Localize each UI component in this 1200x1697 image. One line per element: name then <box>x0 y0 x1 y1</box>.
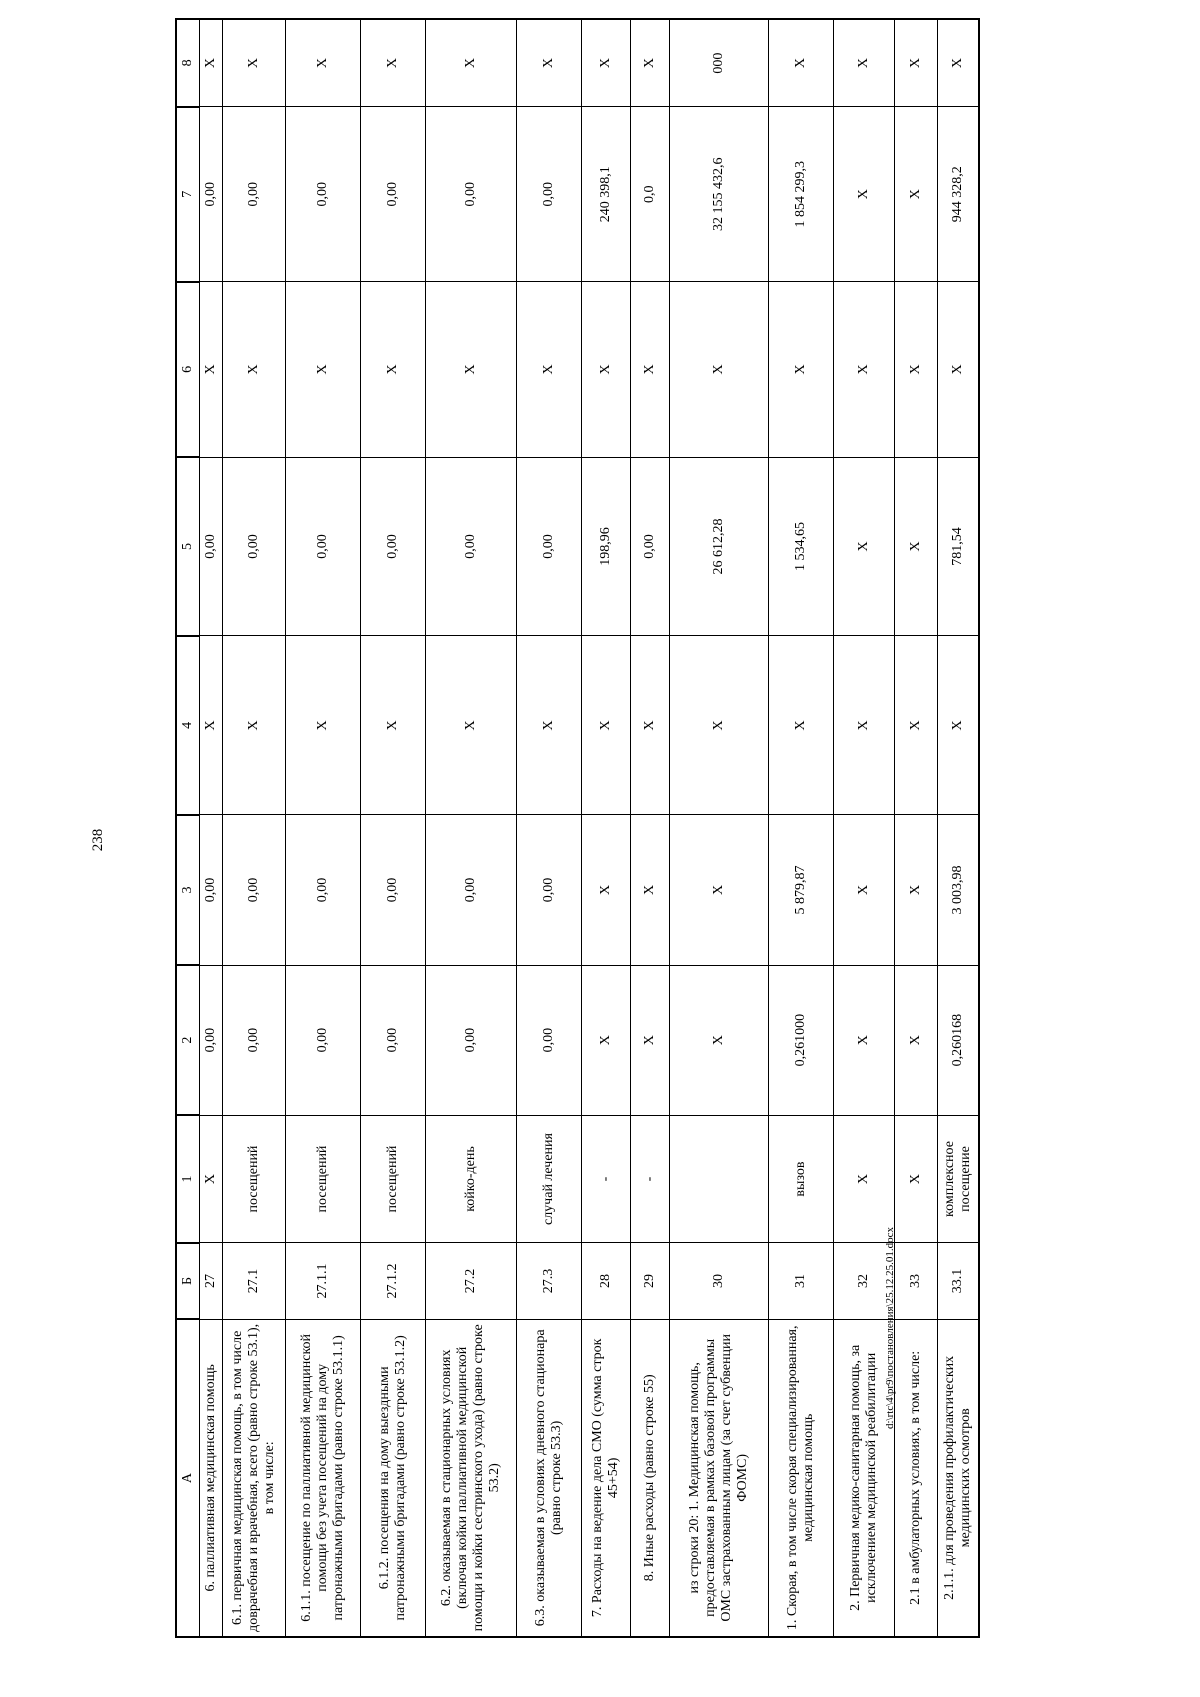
table-cell: Х <box>582 636 631 815</box>
header-cell: 1 <box>176 1115 200 1243</box>
row-label-cell: 2.1 в амбулаторных условиях, в том числе: <box>895 1319 938 1637</box>
table-cell: Х <box>286 636 361 815</box>
table-cell: Х <box>200 282 223 457</box>
table-cell: Х <box>361 282 426 457</box>
table-cell: комплексное посещение <box>938 1115 980 1243</box>
table-cell: 30 <box>670 1243 769 1319</box>
table-cell: 0,00 <box>200 815 223 965</box>
table-cell: Х <box>426 19 517 107</box>
table-row <box>426 19 517 1637</box>
table-cell: 31 <box>769 1243 834 1319</box>
table-cell: Х <box>895 282 938 457</box>
row-label-cell: из строки 20: 1. Медицинская помощь, предоставляемая в рамках базовой программы ОМС застрахованным лицам (за счет субвенции ФОМС) <box>670 1319 769 1637</box>
table-cell: 26 612,28 <box>670 457 769 636</box>
table-cell: Х <box>517 19 582 107</box>
table-cell: 0,00 <box>361 965 426 1115</box>
header-cell: 7 <box>176 107 200 282</box>
table-cell: Х <box>200 19 223 107</box>
table-cell: 29 <box>631 1243 670 1319</box>
table-cell: Х <box>769 282 834 457</box>
table-cell: 27.3 <box>517 1243 582 1319</box>
table-cell: 0,00 <box>223 457 286 636</box>
table-cell: Х <box>582 815 631 965</box>
row-label-cell: 2. Первичная медико-санитарная помощь, за исключением медицинской реабилитации <box>834 1319 895 1637</box>
table-cell: 0,00 <box>286 457 361 636</box>
header-cell: 5 <box>176 457 200 636</box>
table-cell: 27.1.1 <box>286 1243 361 1319</box>
table-row <box>517 19 582 1637</box>
table-cell: Х <box>834 1115 895 1243</box>
table-cell: - <box>582 1115 631 1243</box>
table-cell: 27.1.2 <box>361 1243 426 1319</box>
table-cell: Х <box>938 19 980 107</box>
table-cell: Х <box>834 107 895 282</box>
table-cell: 33 <box>895 1243 938 1319</box>
table-cell: Х <box>517 282 582 457</box>
table-cell: 0,00 <box>631 457 670 636</box>
header-cell: 2 <box>176 965 200 1115</box>
table-cell: 944 328,2 <box>938 107 980 282</box>
data-table <box>175 18 980 1638</box>
table-cell: Х <box>895 815 938 965</box>
table-cell: Х <box>670 282 769 457</box>
header-cell: 8 <box>176 19 200 107</box>
table-cell: Х <box>895 457 938 636</box>
table-cell: 0,00 <box>200 457 223 636</box>
table-header-row <box>176 19 200 1637</box>
table-cell: 33.1 <box>938 1243 980 1319</box>
table-cell: Х <box>834 815 895 965</box>
table-cell: Х <box>223 282 286 457</box>
table-cell: 240 398,1 <box>582 107 631 282</box>
table-cell: Х <box>895 107 938 282</box>
table-cell: Х <box>895 636 938 815</box>
table-cell: 0,00 <box>361 815 426 965</box>
table-cell: 0,00 <box>517 457 582 636</box>
table-cell: Х <box>582 965 631 1115</box>
table-cell: 3 003,98 <box>938 815 980 965</box>
table-cell: Х <box>200 1115 223 1243</box>
table-cell: 0,00 <box>200 107 223 282</box>
table-cell: Х <box>361 636 426 815</box>
table-cell: Х <box>631 282 670 457</box>
table-cell: 0,260168 <box>938 965 980 1115</box>
table-cell: посещений <box>286 1115 361 1243</box>
table-cell: Х <box>670 636 769 815</box>
table-cell: 27 <box>200 1243 223 1319</box>
table-cell: Х <box>769 636 834 815</box>
table-cell: Х <box>286 282 361 457</box>
table-cell: Х <box>631 965 670 1115</box>
table-cell: Х <box>517 636 582 815</box>
table-cell <box>670 1115 769 1243</box>
table-row <box>895 19 938 1637</box>
table-row <box>223 19 286 1637</box>
table-cell: 781,54 <box>938 457 980 636</box>
table-cell: койко-день <box>426 1115 517 1243</box>
table-cell: 27.2 <box>426 1243 517 1319</box>
table-cell: 0,00 <box>223 107 286 282</box>
table-cell: Х <box>361 19 426 107</box>
table-cell: посещений <box>223 1115 286 1243</box>
row-label-cell: 6.2. оказываемая в стационарных условиях (включая койки паллиативной медицинской помощи и койки сестринского ухода) (равно строке 53.2) <box>426 1319 517 1637</box>
table-cell: Х <box>834 19 895 107</box>
table-cell: случай лечения <box>517 1115 582 1243</box>
table-cell: 198,96 <box>582 457 631 636</box>
table-cell: 0,00 <box>286 815 361 965</box>
table-cell: Х <box>938 282 980 457</box>
table-row <box>834 19 895 1637</box>
table-cell: 0,261000 <box>769 965 834 1115</box>
table-cell: 1 854 299,3 <box>769 107 834 282</box>
table-cell: 0,00 <box>200 965 223 1115</box>
row-label-cell: 8. Иные расходы (равно строке 55) <box>631 1319 670 1637</box>
table-cell: Х <box>200 636 223 815</box>
row-label-cell: 6. паллиативная медицинская помощь <box>200 1319 223 1637</box>
table-row <box>361 19 426 1637</box>
table-cell: Х <box>834 636 895 815</box>
table-cell: 0,00 <box>426 457 517 636</box>
table-cell: Х <box>223 19 286 107</box>
footer-file-path: d:\rtc\4\pr9\постановления\25.12.25.01.docx <box>884 1227 896 1429</box>
header-cell: А <box>176 1319 200 1637</box>
table-cell: Х <box>895 19 938 107</box>
table-cell: Х <box>895 1115 938 1243</box>
row-label-cell: 6.3. оказываемая в условиях дневного стационара (равно строке 53.3) <box>517 1319 582 1637</box>
table-row <box>769 19 834 1637</box>
table-cell: Х <box>582 282 631 457</box>
table-cell: Х <box>834 457 895 636</box>
table-row <box>631 19 670 1637</box>
table-cell: Х <box>582 19 631 107</box>
header-cell: 4 <box>176 636 200 815</box>
table-cell: 0,00 <box>426 107 517 282</box>
row-label-cell: 6.1. первичная медицинская помощь, в том числе доврачебная и врачебная, всего (равно строке 53.1), в том числе: <box>223 1319 286 1637</box>
table-cell: Х <box>426 636 517 815</box>
table-cell: Х <box>938 636 980 815</box>
table-cell: 000 <box>670 19 769 107</box>
table-cell: Х <box>895 965 938 1115</box>
table-cell: 0,00 <box>223 965 286 1115</box>
table-cell: Х <box>670 965 769 1115</box>
table-row <box>670 19 769 1637</box>
table-cell: 0,00 <box>361 107 426 282</box>
table-cell: Х <box>286 19 361 107</box>
table-cell: 0,00 <box>517 815 582 965</box>
table-cell: 28 <box>582 1243 631 1319</box>
header-cell: 6 <box>176 282 200 457</box>
table-cell: 1 534,65 <box>769 457 834 636</box>
table-cell: Х <box>631 636 670 815</box>
table-cell: 0,00 <box>361 457 426 636</box>
table-cell: Х <box>670 815 769 965</box>
header-cell: Б <box>176 1243 200 1319</box>
table-row <box>200 19 223 1637</box>
table-cell: Х <box>834 282 895 457</box>
table-cell: Х <box>426 282 517 457</box>
table-cell: 0,00 <box>286 107 361 282</box>
table-cell: 0,00 <box>223 815 286 965</box>
table-cell: 5 879,87 <box>769 815 834 965</box>
table-cell: 0,00 <box>426 965 517 1115</box>
row-label-cell: 1. Скорая, в том числе скорая специализированная, медицинская помощь <box>769 1319 834 1637</box>
table-cell: 0,00 <box>517 965 582 1115</box>
table-cell: вызов <box>769 1115 834 1243</box>
table-cell: Х <box>223 636 286 815</box>
table-row <box>582 19 631 1637</box>
page-number: 238 <box>90 828 106 852</box>
table-cell: Х <box>834 965 895 1115</box>
table-cell: 32 <box>834 1243 895 1319</box>
table-cell: Х <box>631 815 670 965</box>
table-row <box>286 19 361 1637</box>
table-cell: 32 155 432,6 <box>670 107 769 282</box>
row-label-cell: 2.1.1. для проведения профилактических медицинских осмотров <box>938 1319 980 1637</box>
table-body <box>176 19 979 1637</box>
header-cell: 3 <box>176 815 200 965</box>
row-label-cell: 6.1.1. посещение по паллиативной медицинской помощи без учета посещений на дому патронажными бригадами (равно строке 53.1.1) <box>286 1319 361 1637</box>
table-cell: Х <box>631 19 670 107</box>
table-cell: 0,00 <box>426 815 517 965</box>
table-cell: 0,0 <box>631 107 670 282</box>
table-cell: посещений <box>361 1115 426 1243</box>
table-cell: 0,00 <box>517 107 582 282</box>
table-cell: 0,00 <box>286 965 361 1115</box>
row-label-cell: 6.1.2. посещения на дому выездными патронажными бригадами (равно строке 53.1.2) <box>361 1319 426 1637</box>
row-label-cell: 7. Расходы на ведение дела СМО (сумма строк 45+54) <box>582 1319 631 1637</box>
table-row <box>938 19 980 1637</box>
table-cell: - <box>631 1115 670 1243</box>
table-cell: 27.1 <box>223 1243 286 1319</box>
table-cell: Х <box>769 19 834 107</box>
